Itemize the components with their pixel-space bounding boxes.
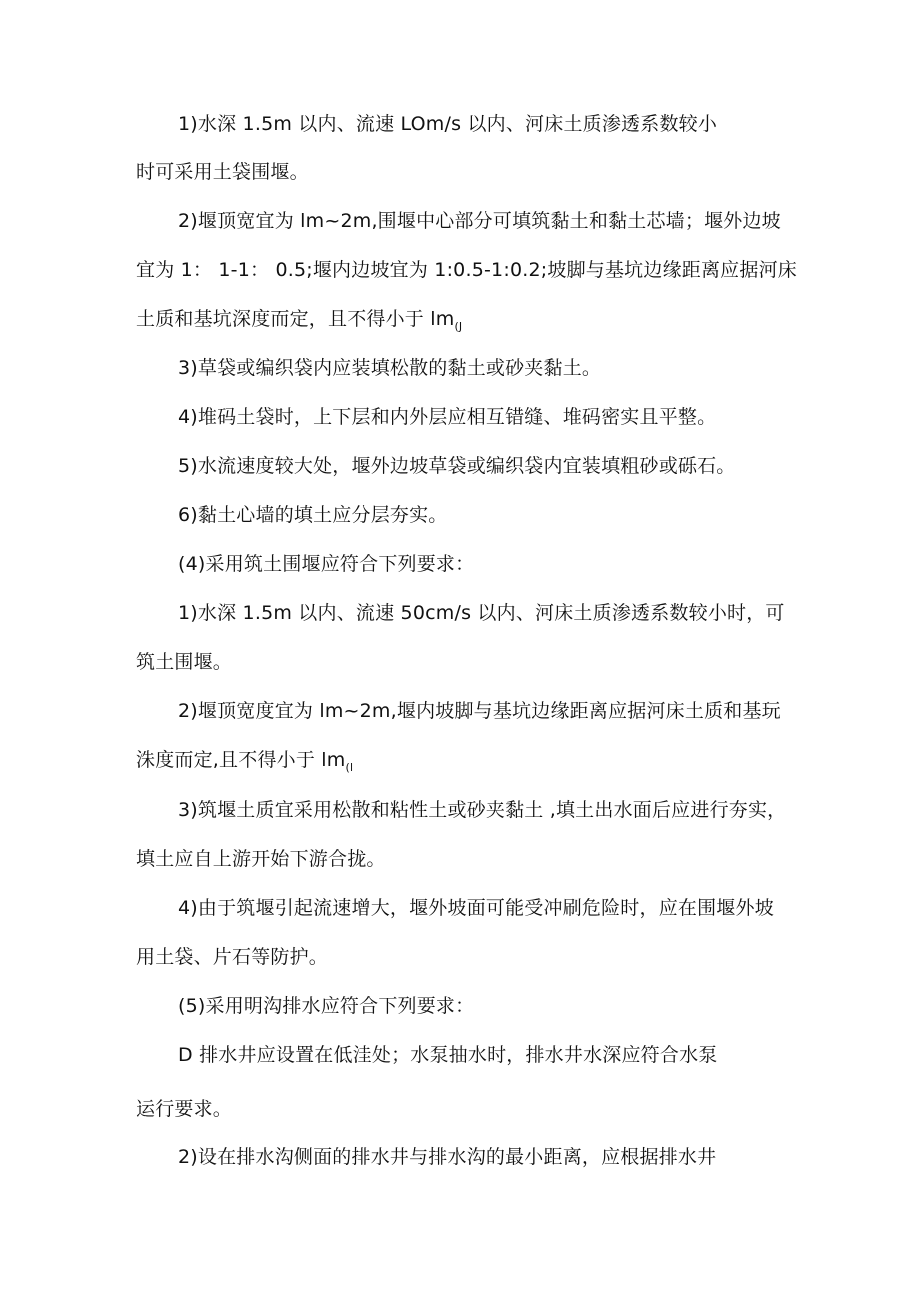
paragraph-line: 6)黏土心墙的填土应分层夯实。 xyxy=(178,504,448,526)
paragraph-line: 1)水深 1.5m 以内、流速 50cm∕s 以内、河床土质渗透系数较小时，可 xyxy=(178,602,785,624)
paragraph-line: 运行要求。 xyxy=(136,1098,233,1120)
paragraph-line: 用土袋、片石等防护。 xyxy=(136,946,329,968)
paragraph-line: 2)堰顶宽度宜为 lm~2m,堰内坡脚与基坑边缘距离应据河床土质和基玩 xyxy=(178,700,781,722)
paragraph-line: 2)设在排水沟侧面的排水井与排水沟的最小距离，应根据排水井 xyxy=(178,1146,717,1168)
paragraph-line: 5)水流速度较大处，堰外边坡草袋或编织袋内宜装填粗砂或砾石。 xyxy=(178,455,736,477)
section-heading: (4)采用筑土围堰应符合下列要求： xyxy=(178,553,475,575)
paragraph-line: 填土应自上游开始下游合拢。 xyxy=(136,848,386,870)
line-text: 洙度而定,且不得小于 lm xyxy=(136,749,346,771)
paragraph-line: 宜为 1： 1-1： 0.5;堰内边坡宜为 1:0.5-1:0.2;坡脚与基坑边缘距离应据河床 xyxy=(136,259,797,281)
paragraph-line: 3)草袋或编织袋内应装填松散的黏土或砂夹黏土。 xyxy=(178,357,602,379)
paragraph-line: 2)堰顶宽宜为 lm~2m,围堰中心部分可填筑黏土和黏土芯墙；堰外边坡 xyxy=(178,210,781,232)
paragraph-line: 3)筑堰土质宜采用松散和粘性土或砂夹黏土 ,填土出水面后应进行夯实， xyxy=(178,799,787,821)
section-heading: (5)采用明沟排水应符合下列要求： xyxy=(178,995,475,1017)
paragraph-line xyxy=(136,307,462,339)
subscript-text: (J xyxy=(454,320,463,333)
paragraph-line: 4)堆码土袋时，上下层和内外层应相互错缝、堆码密实且平整。 xyxy=(178,406,717,428)
subscript-text: (l xyxy=(345,761,354,774)
paragraph-line: 1)水深 1.5m 以内、流速 LOm/s 以内、河床土质渗透系数较小 xyxy=(178,113,718,135)
paragraph-line: D 排水井应设置在低洼处；水泵抽水时，排水井水深应符合水泵 xyxy=(178,1044,718,1066)
paragraph-line xyxy=(136,748,353,780)
paragraph-line: 时可采用土袋围堰。 xyxy=(136,161,309,183)
paragraph-line: 4)由于筑堰引起流速增大，堰外坡面可能受冲刷危险时，应在围堰外坡 xyxy=(178,897,774,919)
line-text: 土质和基坑深度而定，且不得小于 lm xyxy=(136,308,455,330)
paragraph-line: 筑土围堰。 xyxy=(136,651,233,673)
